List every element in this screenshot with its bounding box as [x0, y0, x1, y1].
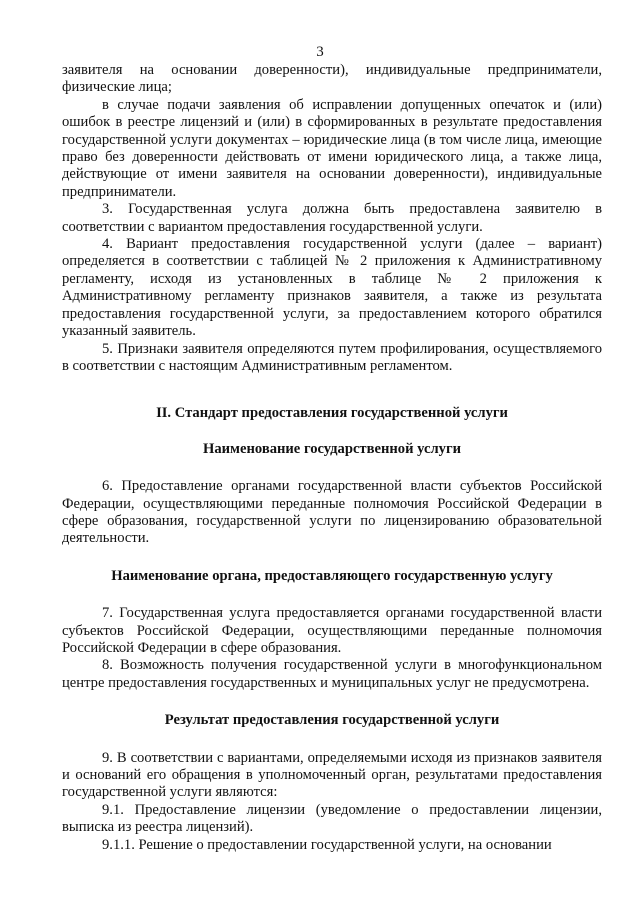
spacer — [62, 692, 602, 712]
document-body — [62, 62, 602, 854]
paragraph-4: 4. Вариант предоставления государственной услуги (далее – вариант) определяется в соответствии с таблицей № 2 приложения к Административному регламенту, исходя из установленных в таблице № 2 приложения к Административному регламенту признаков заявителя, а также из результата предоставления государственной услуги, за предоставлением которого обратился указанный заявитель. — [62, 236, 602, 340]
paragraph-9: 9. В соответствии с вариантами, определяемыми исходя из признаков заявителя и оснований его обращения в уполномоченный орган, результатами предоставления государственной услуги являются: — [62, 749, 602, 801]
spacer — [62, 548, 602, 568]
paragraph-8: 8. Возможность получения государственной услуги в многофункциональном центре предоставления государственных и муниципальных услуг не предусмотрена. — [62, 657, 602, 691]
subheading-service-name: Наименование государственной услуги — [203, 440, 461, 457]
paragraph-correction-request: в случае подачи заявления об исправлении допущенных опечаток и (или) ошибок в реестре лицензий и (или) в сформированных в результате предоставления государственной услуги документах – юридические лица (в том числе лица, имеющие право без доверенности действовать от имени юридического лица, а также лица, действующие от имени заявителя на основании доверенности), индивидуальные предприниматели. — [62, 96, 602, 200]
paragraph-applicants-continued: заявителя на основании доверенности), индивидуальные предприниматели, физические лица; — [62, 62, 602, 96]
spacer — [62, 458, 602, 478]
spacer — [62, 375, 602, 405]
spacer — [62, 585, 602, 605]
paragraph-9-1: 9.1. Предоставление лицензии (уведомление о предоставлении лицензии, выписка из реестра лицензий). — [62, 801, 602, 836]
subheading-service-result: Результат предоставления государственной услуги — [164, 712, 500, 729]
paragraph-7: 7. Государственная услуга предоставляется органами государственной власти субъектов Российской Федерации, осуществляющими переданные полномочия Российской Федерации в сфере образования. — [62, 605, 602, 656]
paragraph-5: 5. Признаки заявителя определяются путем профилирования, осуществляемого в соответствии с настоящим Административным регламентом. — [62, 340, 602, 374]
paragraph-6: 6. Предоставление органами государственной власти субъектов Российской Федерации, осуществляющими переданные полномочия Российской Федерации в сфере образования, государственной услуги по лицензированию образовательной деятельности. — [62, 478, 602, 547]
subheading-providing-organ: Наименование органа, предоставляющего государственную услугу — [111, 567, 553, 584]
page-number: 3 — [316, 44, 324, 60]
paragraph-3: 3. Государственная услуга должна быть предоставлена заявителю в соответствии с вариантом предоставления государственной услуги. — [62, 201, 602, 235]
spacer — [62, 423, 602, 441]
spacer — [62, 730, 602, 750]
paragraph-9-1-1: 9.1.1. Решение о предоставлении государственной услуги, на основании — [102, 836, 552, 853]
section-heading-standard: II. Стандарт предоставления государственной услуги — [156, 405, 508, 422]
